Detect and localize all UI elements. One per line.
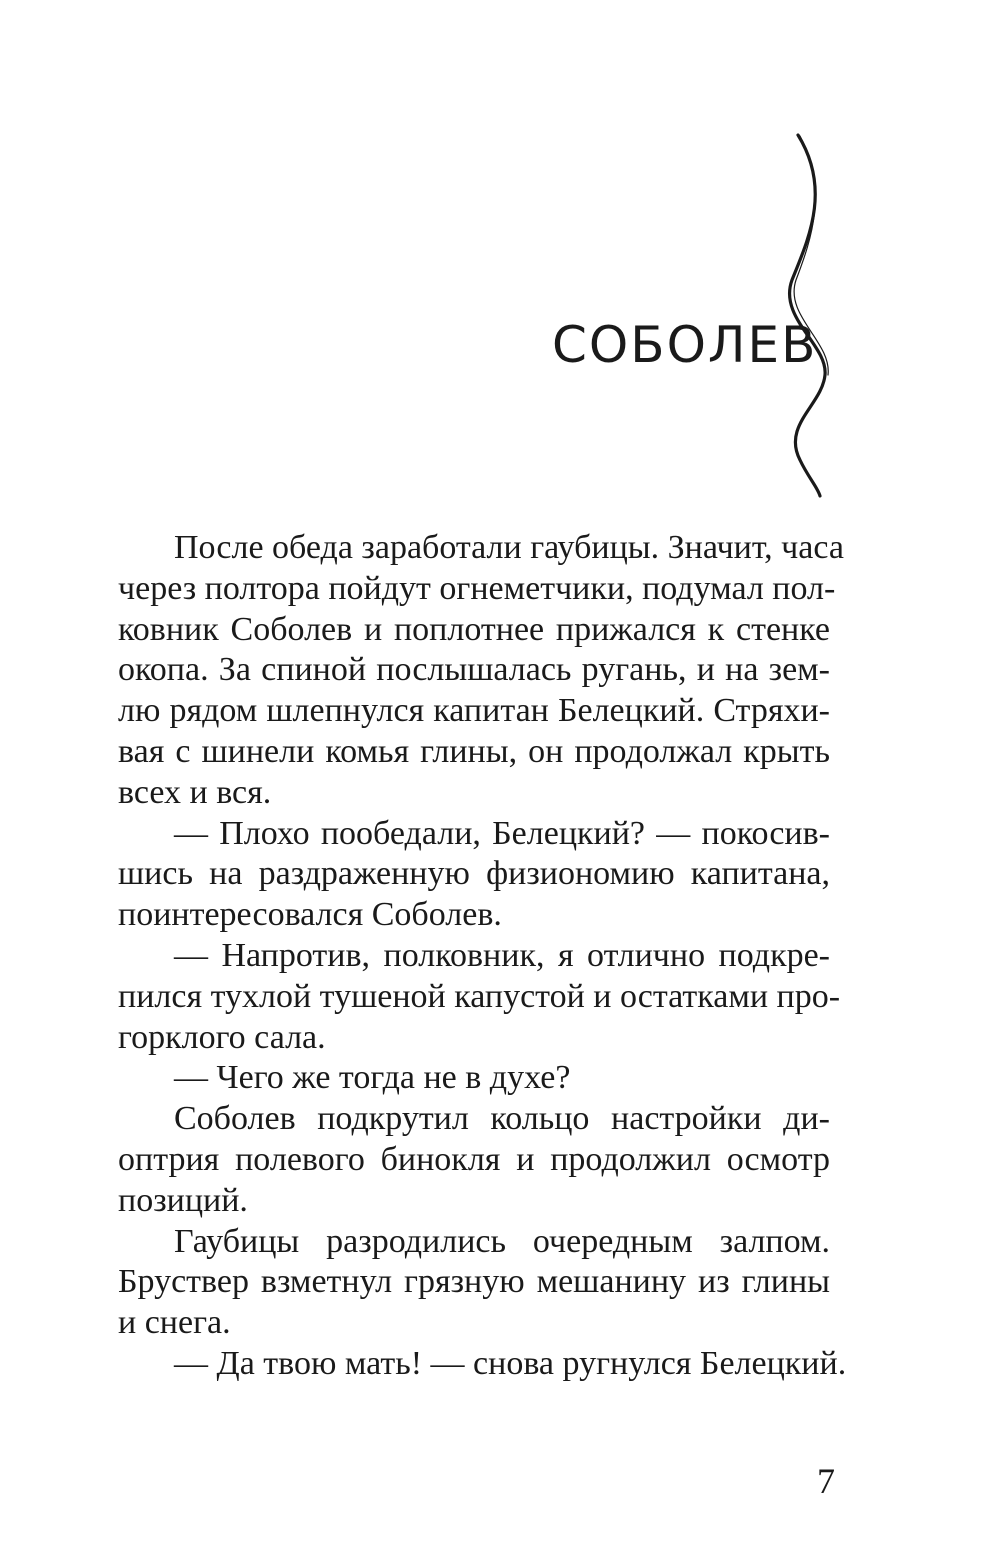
text-line: через полтора пойдут огнеметчики, подумал пол- [118, 569, 836, 607]
text-line: Гаубицы разродились очередным залпом. [174, 1222, 830, 1260]
text-line: — Напротив, полковник, я отлично подкре- [174, 936, 830, 974]
text-line: После обеда заработали гаубицы. Значит, часа [174, 529, 844, 566]
text-line: лю рядом шлепнулся капитан Белецкий. Стряхи- [118, 692, 830, 730]
body-text [118, 528, 847, 1385]
paragraph [118, 1344, 847, 1385]
text-line: — Чего же тогда не в духе? [174, 1059, 571, 1097]
paragraph [118, 1222, 830, 1344]
paragraph [118, 1099, 830, 1221]
text-line: поинтересовался Соболев. [118, 896, 502, 934]
text-line: — Да твою мать! — снова ругнулся Белецкий. [174, 1344, 847, 1382]
text-line: горклого сала. [118, 1018, 326, 1056]
text-line: вая с шинели комья глины, он продолжал крыть [118, 732, 830, 770]
text-line: позиций. [118, 1181, 248, 1219]
text-line: всех и вся. [118, 773, 272, 811]
wave-ornament-icon [770, 130, 840, 500]
paragraph [118, 814, 830, 936]
paragraph [118, 936, 841, 1058]
paragraph [118, 528, 844, 814]
paragraph [118, 1058, 830, 1099]
text-line: ковник Соболев и поплотнее прижался к стенке [118, 610, 830, 648]
text-line: — Плохо пообедали, Белецкий? — покосив- [174, 814, 830, 852]
text-line: шись на раздраженную физиономию капитана, [118, 855, 830, 893]
text-line: и снега. [118, 1304, 231, 1342]
text-line: Соболев подкрутил кольцо настройки ди- [174, 1100, 830, 1138]
text-line: Бруствер взметнул грязную мешанину из глины [118, 1263, 830, 1301]
chapter-title: СОБОЛЕВ [552, 316, 818, 374]
text-line: оптрия полевого бинокля и продолжил осмотр [118, 1140, 830, 1178]
text-line: окопа. За спиной послышалась ругань, и на зем- [118, 651, 830, 689]
text-line: пился тухлой тушеной капустой и остатками про- [118, 977, 841, 1015]
page-number: 7 [817, 1461, 835, 1501]
